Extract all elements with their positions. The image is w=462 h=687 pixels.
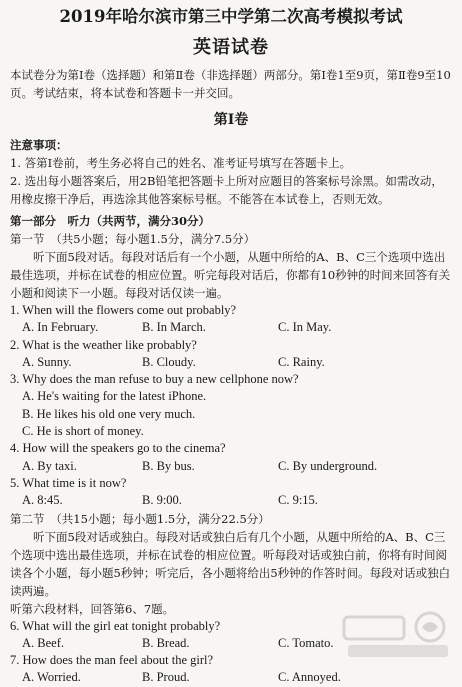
option-b: B. Bread. (142, 635, 190, 650)
exam-title: 2019年哈尔滨市第三中学第二次高考模拟考试 (59, 7, 403, 26)
options-row (10, 458, 452, 475)
note-item: 1. 答第Ⅰ卷前，考生务必将自己的姓名、准考证号填写在答题卡上。 (10, 156, 352, 170)
option-c: C. In May. (278, 320, 332, 335)
question-3: 3. Why does the man refuse to buy a new cellphone now? (10, 372, 299, 387)
option-a: A. In February. (22, 320, 99, 335)
option-b: B. He likes his old one very much. (22, 406, 196, 421)
part1-heading: 第一部分 听力（共两节，满分30分） (10, 214, 211, 228)
options-row (10, 492, 452, 509)
intro-paragraph: 本试卷分为第Ⅰ卷（选择题）和第Ⅱ卷（非选择题）两部分。第Ⅰ卷1至9页，第Ⅱ卷9至10页。考试结束，将本试卷和答题卡一并交回。 (10, 68, 451, 100)
option-c: C. He is short of money. (22, 424, 144, 439)
question-4: 4. How will the speakers go to the cinema? (10, 441, 226, 456)
section1-instructions: 听下面5段对话。每段对话后有一个小题，从题中所给的A、B、C三个选项中选出最佳选项，并标在试卷的相应位置。听完每段对话后，你都有10秒钟的时间来回答有关小题和阅读下一小题。每段对话仅读一遍。 (10, 250, 451, 300)
question-1: 1. When will the flowers come out probably? (10, 303, 237, 317)
option-c: C. Rainy. (278, 354, 325, 369)
option-a: A. Beef. (22, 635, 64, 650)
option-b: B. In March. (142, 320, 206, 335)
watermark-logo (338, 609, 456, 661)
options-row (10, 354, 452, 371)
section1-heading: 第一节 （共5小题；每小题1.5分，满分7.5分） (10, 232, 256, 246)
question-2: 2. What is the weather like probably? (10, 337, 197, 352)
section-title: 第Ⅰ卷 (213, 112, 249, 128)
option-a: A. By taxi. (22, 458, 77, 473)
option-c: C. By underground. (278, 458, 378, 473)
option-a: A. He's waiting for the latest iPhone. (22, 389, 207, 404)
option-b: B. Proud. (142, 670, 190, 685)
question-6: 6. What will the girl eat tonight probably? (10, 618, 221, 633)
option-a: A. Worried. (22, 670, 81, 685)
section2-heading: 第二节 （共15小题；每小题1.5分，满分22.5分） (10, 511, 270, 526)
section2-instructions: 听下面5段对话或独白。每段对话或独白后有几个小题，从题中所给的A、B、C三个选项中选出最佳选项，并标在试卷的相应位置。听每段对话或独白前，你将有时间阅读各个小题，每小题5秒钟；听完后，各小题将给出5秒钟的作答时间。每段对话或独白读两遍。 (10, 529, 451, 598)
option-a: A. 8:45. (22, 493, 63, 508)
notes-heading: 注意事项： (10, 138, 68, 152)
options-row (10, 319, 452, 336)
option-c: C. 9:15. (278, 493, 318, 508)
question-5: 5. What time is it now? (10, 475, 127, 490)
note-item: 2. 选出每小题答案后，用2B铅笔把答题卡上所对应题目的答案标号涂黑。如需改动，用橡皮擦干净后，再选涂其他答案标号框。不能答在本试卷上，否则无效。 (10, 174, 443, 206)
option-c: C. Annoyed. (278, 670, 341, 685)
option-b: B. 9:00. (142, 493, 182, 508)
option-b: B. Cloudy. (142, 354, 196, 369)
option-c: C. Tomato. (278, 635, 334, 650)
material-note: 听第六段材料，回答第6、7题。 (10, 601, 175, 616)
question-7: 7. How does the man feel about the girl? (10, 653, 214, 668)
option-a: A. Sunny. (22, 354, 72, 369)
option-b: B. By bus. (142, 458, 195, 473)
options-row (10, 669, 452, 686)
exam-subtitle: 英语试卷 (193, 37, 269, 58)
